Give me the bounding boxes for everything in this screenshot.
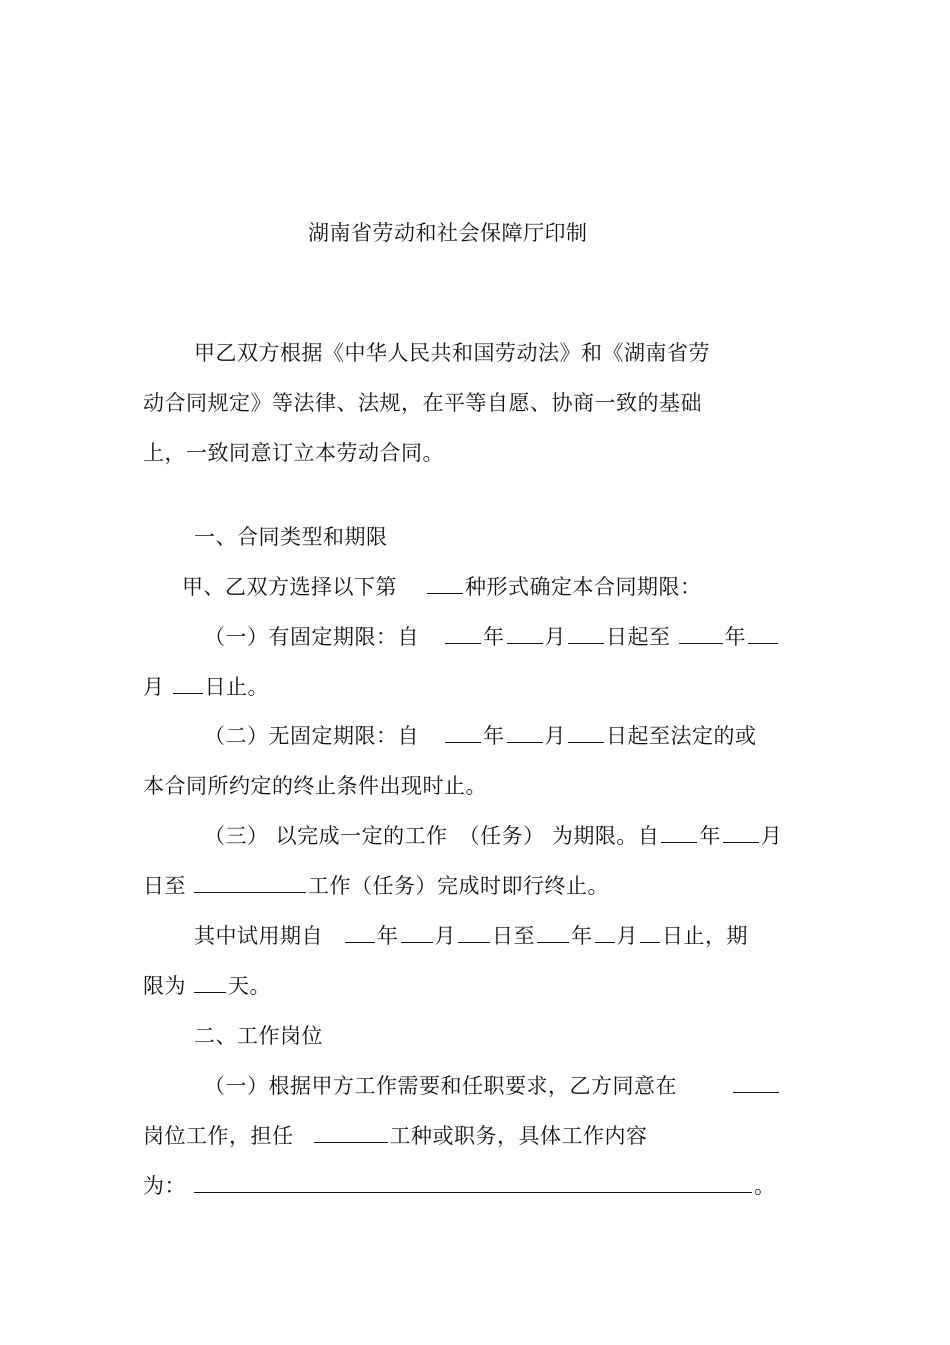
task-work-blank[interactable] [194,872,306,893]
open-year-label: 年 [483,724,505,748]
open-start-day-blank[interactable] [568,722,604,743]
position-line-2 [143,1122,648,1150]
task-term-line-2 [143,872,609,900]
fixed-start-month-blank[interactable] [507,623,543,644]
contract-form-intro: 甲、乙双方选择以下第 [182,575,397,599]
open-start-year-blank[interactable] [445,722,481,743]
probation-days-label: 天。 [228,974,271,998]
contract-form-line [182,573,702,601]
probation-start-day-blank[interactable] [458,922,490,943]
probation-start-year-blank[interactable] [345,922,375,943]
work-content-end: 。 [754,1174,776,1198]
task-start-year-blank[interactable] [661,822,697,843]
probation-line [194,922,748,950]
fixed-end-month-blank[interactable] [748,623,778,644]
section-1-heading: 一、合同类型和期限 [194,525,388,549]
work-content-blank[interactable] [194,1172,752,1193]
fixed-end-year-label: 年 [724,625,746,649]
fixed-start-year-blank[interactable] [445,623,481,644]
fixed-end-month-label: 月 [143,675,165,699]
probation-end-month-label: 月 [616,924,638,948]
open-start-month-blank[interactable] [507,722,543,743]
probation-line-2 [143,972,271,1000]
work-content-label: 为： [143,1174,186,1198]
job-title-tail: 工种或职务，具体工作内容 [389,1124,648,1148]
fixed-term-line-2 [143,673,269,701]
preamble-line-3: 上，一致同意订立本劳动合同。 [143,441,444,465]
task-term-line [204,822,782,850]
fixed-month-label: 月 [544,625,566,649]
probation-end-day-blank[interactable] [640,922,660,943]
probation-day-label: 日至 [492,924,535,948]
probation-year-label: 年 [377,924,399,948]
position-blank[interactable] [733,1072,779,1093]
issuer-title: 湖南省劳动和社会保障厅印制 [308,221,588,245]
fixed-start-day-blank[interactable] [568,623,604,644]
probation-days-blank[interactable] [194,972,226,993]
position-label: 岗位工作，担任 [143,1124,294,1148]
position-line [204,1072,781,1100]
fixed-day-label: 日起至 [606,625,671,649]
fixed-term-line [204,623,780,651]
job-title-blank[interactable] [314,1122,388,1143]
section-2-heading: 二、工作岗位 [194,1024,323,1048]
probation-month-label: 月 [434,924,456,948]
task-term-tail: 工作（任务）完成时即行终止。 [308,874,609,898]
probation-end-year-label: 年 [571,924,593,948]
task-month-label: 月 [760,824,783,848]
task-term-label: （三） 以完成一定的工作 （任务） 为期限。自 [204,824,660,848]
open-term-label: （二）无固定期限：自 [204,724,419,748]
fixed-end-day-blank[interactable] [173,673,203,694]
probation-end-label: 日止，期 [662,924,748,948]
probation-end-month-blank[interactable] [595,922,615,943]
preamble-line-1: 甲乙双方根据《中华人民共和国劳动法》和《湖南省劳 [194,341,710,365]
open-month-label: 月 [544,724,566,748]
task-start-month-blank[interactable] [723,822,759,843]
fixed-term-label: （一）有固定期限：自 [204,625,419,649]
task-day-label: 日至 [143,874,186,898]
open-term-line [204,722,757,750]
form-number-blank[interactable] [427,573,463,594]
probation-label: 其中试用期自 [194,924,323,948]
fixed-end-year-blank[interactable] [679,623,723,644]
probation-start-month-blank[interactable] [401,922,433,943]
task-year-label: 年 [699,824,721,848]
fixed-year-label: 年 [483,625,505,649]
probation-end-year-blank[interactable] [537,922,569,943]
work-content-line [143,1172,776,1200]
contract-form-tail: 种形式确定本合同期限： [465,575,702,599]
position-intro: （一）根据甲方工作需要和任职要求，乙方同意在 [204,1074,677,1098]
open-term-tail: 日起至法定的或 [606,724,757,748]
preamble-line-2: 动合同规定》等法律、法规，在平等自愿、协商一致的基础 [143,391,702,415]
probation-duration-label: 限为 [143,974,186,998]
open-term-line-2: 本合同所约定的终止条件出现时止。 [143,774,487,798]
fixed-end-label: 日止。 [204,675,269,699]
